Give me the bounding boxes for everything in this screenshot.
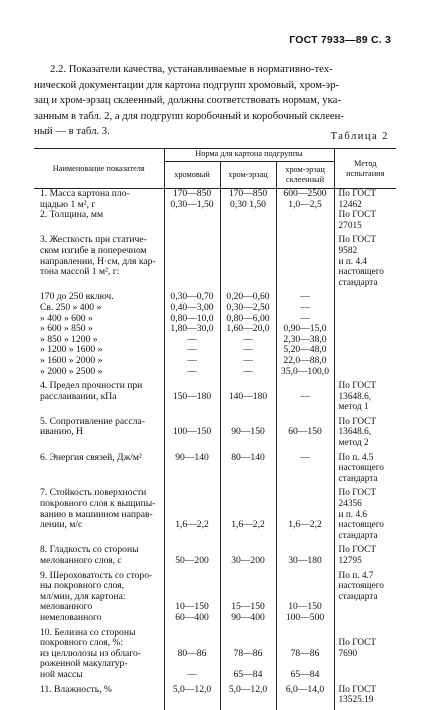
cell-method [334, 545, 396, 566]
row-name-line: ной массы [40, 669, 83, 680]
row-name-line: 10. Белизна со стороны [40, 627, 136, 638]
cell-method-line: 13648.6, [338, 391, 372, 402]
row-name-line: 9. Шероховатость со сторо- [40, 570, 153, 581]
row-name [34, 189, 164, 232]
cell-method-line: По п. 4.5 [338, 452, 374, 463]
cell-method-line: стандарта [338, 591, 378, 602]
cell-chrome-ersatz-glued [276, 545, 334, 566]
header-name: Наименование показателя [34, 149, 164, 189]
cell-chrome-line: 80—86 [177, 647, 207, 659]
cell-chrome-ersatz-glued-line: 1,0—2,5 [288, 198, 322, 210]
cell-chrome-ersatz-line: 80—140 [231, 451, 265, 463]
cell-method-line: По ГОСТ [338, 210, 377, 221]
cell-chrome-line: 5,0—12,0 [172, 683, 212, 695]
cell-chrome [164, 453, 220, 485]
cell-chrome-line: 0,40—3,00 [170, 301, 214, 313]
cell-chrome-ersatz [220, 571, 276, 624]
table-row [34, 545, 396, 566]
cell-chrome-ersatz [220, 488, 276, 541]
cell-chrome [164, 235, 220, 288]
cell-chrome-ersatz-line: 1,60—20,0 [226, 323, 270, 335]
cell-chrome-ersatz-glued [276, 235, 334, 288]
cell-chrome-line: 150—180 [172, 390, 212, 402]
cell-chrome-ersatz-glued-line [277, 659, 334, 670]
cell-method [334, 314, 396, 325]
cell-chrome-ersatz-glued-line: — [300, 390, 310, 402]
specs-table [34, 148, 396, 710]
row-name-line: тона массой 1 м², г: [40, 267, 120, 278]
cell-method-line: настоящего [338, 463, 384, 474]
cell-chrome-ersatz-line: — [243, 333, 253, 345]
row-name [34, 335, 164, 346]
cell-chrome-line: — [187, 354, 197, 366]
cell-chrome-line: 0,30—1,50 [170, 198, 214, 210]
row-name-line: немелованного [40, 612, 102, 623]
cell-method [334, 453, 396, 485]
cell-chrome-ersatz-line: 90—150 [231, 426, 265, 438]
row-name-line: расслаивании, кПа [40, 391, 117, 402]
cell-chrome-ersatz-glued-line: 2,30—38,0 [283, 333, 327, 345]
spacer-cell [334, 706, 396, 710]
cell-chrome-ersatz [220, 235, 276, 288]
page-header: ГОСТ 7933—89 С. 3 [289, 34, 391, 46]
table-row [34, 381, 396, 413]
row-name-line: мл/мин, для картона: [40, 591, 126, 602]
row-name-line: » 600 » 850 » [40, 324, 93, 335]
cell-method-line [339, 628, 397, 639]
table-row [34, 417, 396, 449]
row-name-line: лении, м/с [40, 520, 83, 531]
cell-chrome-ersatz-line: 0,80—6,00 [226, 312, 270, 324]
row-name-line: 2. Толщина, мм [40, 210, 104, 221]
cell-chrome-ersatz-line: 140—180 [228, 390, 268, 402]
cell-method [334, 356, 396, 367]
cell-chrome-ersatz-line: 0,30—2,50 [226, 301, 270, 313]
cell-chrome-ersatz-glued-line: — [300, 312, 310, 324]
cell-chrome-ersatz-glued [276, 381, 334, 413]
cell-chrome-ersatz-glued-line: 6,0—14,0 [285, 683, 325, 695]
table-body [34, 189, 396, 710]
spacer-cell [164, 706, 220, 710]
cell-chrome-ersatz-line: 1,6—2,2 [231, 519, 265, 531]
cell-method [334, 628, 396, 681]
cell-chrome [164, 685, 220, 706]
cell-method [334, 345, 396, 356]
cell-chrome-line: — [187, 668, 197, 680]
cell-chrome-ersatz [220, 685, 276, 706]
header-method: Метод испытания [334, 149, 396, 189]
cell-method [334, 381, 396, 413]
row-name-line: Св. 250 » 400 » [40, 302, 102, 313]
intro-line: 2.2. Показатели качества, устанавливаемые в нормативно-тех- [50, 63, 333, 75]
cell-chrome-ersatz-line [221, 659, 276, 670]
cell-chrome-line: — [187, 344, 197, 356]
spacer-cell [220, 706, 276, 710]
table-row [34, 345, 396, 356]
row-name-line: покровного слоя, %: [40, 638, 124, 649]
row-name [34, 367, 164, 378]
table-row [34, 292, 396, 303]
cell-chrome-ersatz-glued-line: 10—150 [288, 601, 322, 613]
cell-method-line: По ГОСТ [338, 235, 377, 246]
row-name [34, 324, 164, 335]
cell-chrome-ersatz [220, 417, 276, 449]
cell-chrome-ersatz-glued [276, 628, 334, 681]
spacer-cell [34, 706, 164, 710]
cell-chrome [164, 571, 220, 624]
cell-chrome-ersatz-line: 78—86 [233, 647, 263, 659]
cell-method [334, 292, 396, 303]
table-row [34, 685, 396, 706]
row-name-line: » 1600 » 2000 » [40, 355, 103, 366]
cell-chrome-ersatz [220, 453, 276, 485]
cell-chrome-ersatz [220, 367, 276, 378]
row-name [34, 685, 164, 706]
header-col-chrome-ersatz-glued: хром-эрзац склеенный [276, 162, 334, 189]
cell-chrome-ersatz-line: — [243, 354, 253, 366]
row-name-line: » 400 » 600 » [40, 313, 93, 324]
cell-chrome-line: — [187, 333, 197, 345]
cell-method [334, 571, 396, 624]
cell-chrome-ersatz-line: 90—400 [231, 611, 265, 623]
table-row [34, 335, 396, 346]
cell-method-line: настоящего [338, 520, 384, 531]
cell-method-line: По ГОСТ [338, 416, 377, 427]
cell-method-line: По ГОСТ [338, 488, 377, 499]
row-name-line: мелованного слоя, с [40, 556, 122, 566]
cell-method-line: По ГОСТ [338, 189, 377, 199]
cell-method [334, 324, 396, 335]
cell-method-line: метод 2 [338, 438, 369, 449]
cell-method-line: метод 1 [338, 402, 369, 413]
row-name-line: 6. Энергия связей, Дж/м² [40, 452, 142, 463]
cell-chrome-ersatz-glued [276, 453, 334, 485]
cell-chrome-line: 1,6—2,2 [175, 519, 209, 531]
cell-chrome-ersatz-glued-line: 5,20—48,0 [283, 344, 327, 356]
cell-method-line: и п. 4.6 [338, 509, 368, 520]
cell-chrome-line: 0,30—0,70 [170, 291, 214, 303]
cell-chrome-ersatz [220, 356, 276, 367]
cell-chrome-ersatz [220, 545, 276, 566]
cell-chrome-line: 60—400 [175, 611, 209, 623]
cell-method [334, 685, 396, 706]
cell-chrome [164, 488, 220, 541]
cell-chrome-line: 1,80—30,0 [170, 323, 214, 335]
cell-method-line: По ГОСТ [338, 638, 377, 649]
cell-chrome-ersatz-line: — [243, 365, 253, 377]
row-name-line: 11. Влажность, % [40, 684, 112, 695]
cell-method-line: 9582 [338, 245, 358, 256]
row-name [34, 381, 164, 413]
cell-method-line: 13525.19 [338, 695, 374, 706]
table-row [34, 356, 396, 367]
cell-chrome-ersatz-glued [276, 571, 334, 624]
cell-method-line: По ГОСТ [338, 545, 377, 556]
cell-method [334, 488, 396, 541]
cell-chrome [164, 381, 220, 413]
row-name-line: ванию в машинном направ- [40, 509, 153, 520]
cell-method-line: 24356 [338, 499, 362, 510]
cell-chrome-ersatz-glued [276, 417, 334, 449]
cell-chrome-ersatz-glued-line: 0,90—15,0 [283, 323, 327, 335]
cell-chrome-ersatz-line: 0,30 1,50 [230, 198, 266, 210]
cell-chrome-ersatz-glued-line: 600—2500 [283, 188, 327, 199]
row-name [34, 292, 164, 303]
intro-line: нической документации для картона подгрупп хромовый, хром-эр- [34, 78, 340, 91]
table-row [34, 488, 396, 541]
cell-method [334, 335, 396, 346]
table-row [34, 235, 396, 288]
row-name [34, 417, 164, 449]
cell-chrome-ersatz-glued-line: 22,0—88,0 [283, 354, 327, 366]
cell-chrome [164, 356, 220, 367]
row-name [34, 235, 164, 288]
table-row [34, 367, 396, 378]
row-name-line: из целлюлозы из облаго- [40, 648, 141, 659]
cell-method-line: настоящего [338, 267, 384, 278]
cell-chrome-ersatz-glued-line: 30—180 [288, 555, 322, 566]
row-name-line: » 850 » 1200 » [40, 334, 98, 345]
cell-chrome-ersatz-glued-line: 65—84 [290, 668, 320, 680]
cell-chrome-line: — [187, 365, 197, 377]
cell-chrome-ersatz [220, 189, 276, 232]
row-name [34, 345, 164, 356]
cell-chrome-ersatz [220, 303, 276, 314]
table-row [34, 628, 396, 681]
cell-method [334, 235, 396, 288]
cell-chrome [164, 628, 220, 681]
intro-line: занным в табл. 2, а для подгрупп коробочный и коробочный склеен- [34, 109, 344, 122]
table-row [34, 324, 396, 335]
cell-chrome [164, 417, 220, 449]
cell-chrome-line: 90—140 [175, 451, 209, 463]
intro-line: зац и хром-эрзац склеенный, должны соответствовать нормам, ука- [34, 94, 341, 107]
row-name [34, 356, 164, 367]
cell-chrome-ersatz [220, 381, 276, 413]
cell-chrome-ersatz-glued [276, 303, 334, 314]
row-name [34, 545, 164, 566]
row-name-line: 3. Жесткость при статиче- [40, 235, 147, 246]
row-name-line: 5. Сопротивление рассла- [40, 416, 145, 427]
cell-chrome-line: 0,80—10,0 [170, 312, 214, 324]
cell-chrome-line: 50—200 [175, 555, 209, 566]
cell-method [334, 303, 396, 314]
cell-method-line: 13648.6, [338, 427, 372, 438]
header-group: Норма для картона подгруппы [164, 149, 334, 162]
table-row [34, 453, 396, 485]
table-row [34, 314, 396, 325]
cell-chrome-line: 100—150 [172, 426, 212, 438]
cell-method [334, 189, 396, 232]
cell-method-line: По ГОСТ [338, 381, 377, 392]
cell-chrome-ersatz-glued [276, 189, 334, 232]
cell-chrome [164, 303, 220, 314]
cell-chrome-ersatz-glued-line: — [300, 301, 310, 313]
cell-chrome-ersatz-line: 170—850 [228, 188, 268, 199]
row-name-line: покровного слоя к выщипы- [40, 499, 156, 510]
cell-method-line: По п. 4.7 [338, 570, 374, 581]
cell-chrome-ersatz-glued-line: — [300, 451, 310, 463]
cell-method-line: 12795 [338, 556, 362, 566]
cell-method-line: настоящего [338, 581, 384, 592]
row-name-line: 7. Стойкость поверхности [40, 488, 147, 499]
cell-chrome-ersatz-line: 5,0—12,0 [228, 683, 268, 695]
cell-chrome-ersatz-glued-line: 100—500 [285, 611, 325, 623]
cell-chrome-line: 10—150 [175, 601, 209, 613]
cell-chrome-ersatz-line: — [243, 344, 253, 356]
cell-method-line: стандарта [338, 473, 378, 484]
cell-chrome-ersatz-line: 30—200 [231, 555, 265, 566]
cell-chrome-ersatz-glued-line: 60—150 [288, 426, 322, 438]
cell-chrome-ersatz-glued-line: 35,0—100,0 [281, 365, 329, 377]
cell-chrome-ersatz-glued-line: 78—86 [290, 647, 320, 659]
cell-chrome-ersatz-glued [276, 488, 334, 541]
intro-paragraph [34, 62, 396, 140]
row-name-line: направлении, Н·см, для кар- [40, 256, 156, 267]
cell-chrome [164, 367, 220, 378]
cell-method-line: стандарта [338, 277, 378, 288]
cell-chrome [164, 545, 220, 566]
cell-chrome-line: 170—850 [172, 188, 212, 199]
row-name-line: мелованного [40, 602, 93, 613]
cell-chrome-ersatz-glued-line: 1,6—2,2 [288, 519, 322, 531]
row-name-line: ны покровного слоя, [40, 581, 124, 592]
cell-method-line: 7690 [338, 648, 358, 659]
table-row [34, 303, 396, 314]
table-row [34, 189, 396, 232]
row-name [34, 314, 164, 325]
row-name [34, 628, 164, 681]
cell-chrome [164, 189, 220, 232]
row-name-line: » 1200 » 1600 » [40, 345, 103, 356]
row-name-line: щадью 1 м², г [40, 199, 96, 210]
row-name [34, 303, 164, 314]
cell-chrome-ersatz-line: 0,20—0,60 [226, 291, 270, 303]
cell-method-line: 27015 [338, 220, 362, 231]
row-spacer [34, 706, 396, 710]
cell-method [334, 367, 396, 378]
header-col-chrome-ersatz: хром-эрзац [220, 162, 276, 189]
header-col-chrome: хромовый [164, 162, 220, 189]
cell-chrome-ersatz [220, 628, 276, 681]
row-name-line: 8. Гладкость со стороны [40, 545, 139, 556]
cell-method-line: 12462 [338, 199, 362, 210]
row-name [34, 488, 164, 541]
row-name [34, 453, 164, 485]
row-name-line: 1. Масса картона пло- [40, 189, 130, 199]
row-name-line: роженной макулатур- [40, 659, 128, 670]
intro-line: ный — в табл. 3. [34, 125, 110, 138]
cell-method [334, 417, 396, 449]
row-name-line: 4. Предел прочности при [40, 381, 143, 392]
cell-chrome-ersatz-glued-line: — [300, 291, 310, 303]
table-caption: Таблица 2 [330, 131, 389, 142]
cell-chrome-ersatz-line: 65—84 [233, 668, 263, 680]
cell-chrome-ersatz-glued [276, 367, 334, 378]
row-name-line: 170 до 250 включ. [40, 292, 114, 303]
row-name-line: иванию, Н [40, 427, 83, 438]
cell-method-line: и п. 4.4 [338, 256, 368, 267]
row-name [34, 571, 164, 624]
table-row [34, 571, 396, 624]
cell-chrome-ersatz-glued [276, 685, 334, 706]
cell-method-line: стандарта [338, 530, 378, 541]
spacer-cell [276, 706, 334, 710]
row-name-line: » 2000 » 2500 » [40, 366, 103, 377]
row-name-line: ском изгибе в поперечном [40, 245, 147, 256]
cell-chrome-ersatz-glued [276, 356, 334, 367]
cell-chrome-line [165, 659, 220, 670]
cell-chrome-ersatz-line: 15—150 [231, 601, 265, 613]
cell-method-line: По ГОСТ [338, 684, 377, 695]
